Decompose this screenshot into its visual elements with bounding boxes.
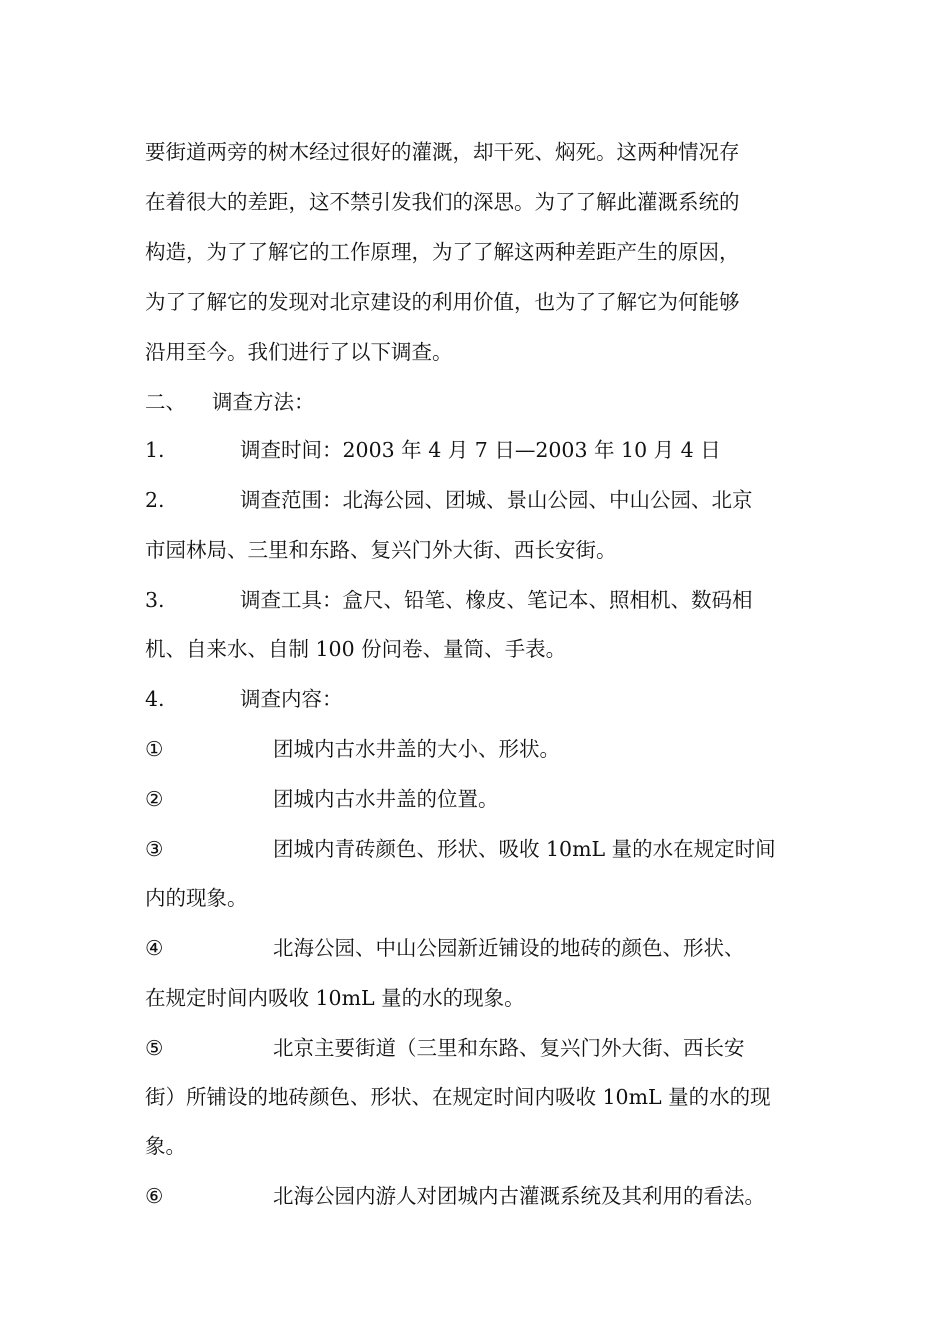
list-item [145, 674, 815, 724]
section-title: 调查方法： [212, 390, 315, 414]
circled-number: ① [145, 737, 164, 761]
sub-item [145, 923, 815, 973]
item-continuation: 市园林局、三里和东路、复兴门外大街、西长安街。 [145, 538, 617, 562]
sub-item-text: 北海公园、中山公园新近铺设的地砖的颜色、形状、 [273, 936, 745, 960]
list-item [145, 475, 815, 525]
paragraph-line: 构造，为了了解它的工作原理，为了了解这两种差距产生的原因， [145, 240, 740, 264]
sub-item-continuation: 内的现象。 [145, 886, 248, 910]
paragraph-line: 为了了解它的发现对北京建设的利用价值，也为了了解它为何能够 [145, 290, 740, 314]
circled-number: ⑥ [145, 1184, 164, 1208]
sub-item [145, 774, 815, 824]
list-item [145, 575, 815, 625]
item-text: 调查工具：盒尺、铅笔、橡皮、笔记本、照相机、数码相 [240, 588, 753, 612]
sub-item-continuation: 在规定时间内吸收 10mL 量的水的现象。 [145, 986, 525, 1010]
sub-item-text: 团城内青砖颜色、形状、吸收 10mL 量的水在规定时间 [273, 837, 776, 861]
sub-item [145, 824, 815, 874]
sub-item-text: 北京主要街道（三里和东路、复兴门外大街、西长安 [273, 1036, 745, 1060]
sub-item [145, 724, 815, 774]
circled-number: ④ [145, 936, 164, 960]
sub-item [145, 1023, 815, 1073]
item-text: 调查内容： [240, 687, 343, 711]
item-number: 4. [145, 687, 165, 711]
item-text: 调查时间：2003 年 4 月 7 日—2003 年 10 月 4 日 [240, 438, 721, 462]
circled-number: ③ [145, 837, 164, 861]
sub-item-text: 团城内古水井盖的大小、形状。 [273, 737, 560, 761]
circled-number: ② [145, 787, 164, 811]
item-number: 3. [145, 588, 165, 612]
section-number: 二、 [145, 390, 186, 414]
item-text: 调查范围：北海公园、团城、景山公园、中山公园、北京 [240, 488, 753, 512]
item-continuation: 机、自来水、自制 100 份问卷、量筒、手表。 [145, 637, 567, 661]
sub-item-continuation: 象。 [145, 1134, 186, 1158]
circled-number: ⑤ [145, 1036, 164, 1060]
item-number: 1. [145, 438, 165, 462]
sub-item-continuation: 街）所铺设的地砖颜色、形状、在规定时间内吸收 10mL 量的水的现 [145, 1085, 771, 1109]
sub-item-text: 团城内古水井盖的位置。 [273, 787, 499, 811]
paragraph-line: 沿用至今。我们进行了以下调查。 [145, 340, 453, 364]
list-item [145, 425, 815, 475]
sub-item-text: 北海公园内游人对团城内古灌溉系统及其利用的看法。 [273, 1184, 765, 1208]
item-number: 2. [145, 488, 165, 512]
section-heading [145, 377, 815, 427]
paragraph-line: 要街道两旁的树木经过很好的灌溉，却干死、焖死。这两种情况存 [145, 140, 740, 164]
paragraph-line: 在着很大的差距，这不禁引发我们的深思。为了了解此灌溉系统的 [145, 190, 740, 214]
sub-item [145, 1171, 815, 1221]
